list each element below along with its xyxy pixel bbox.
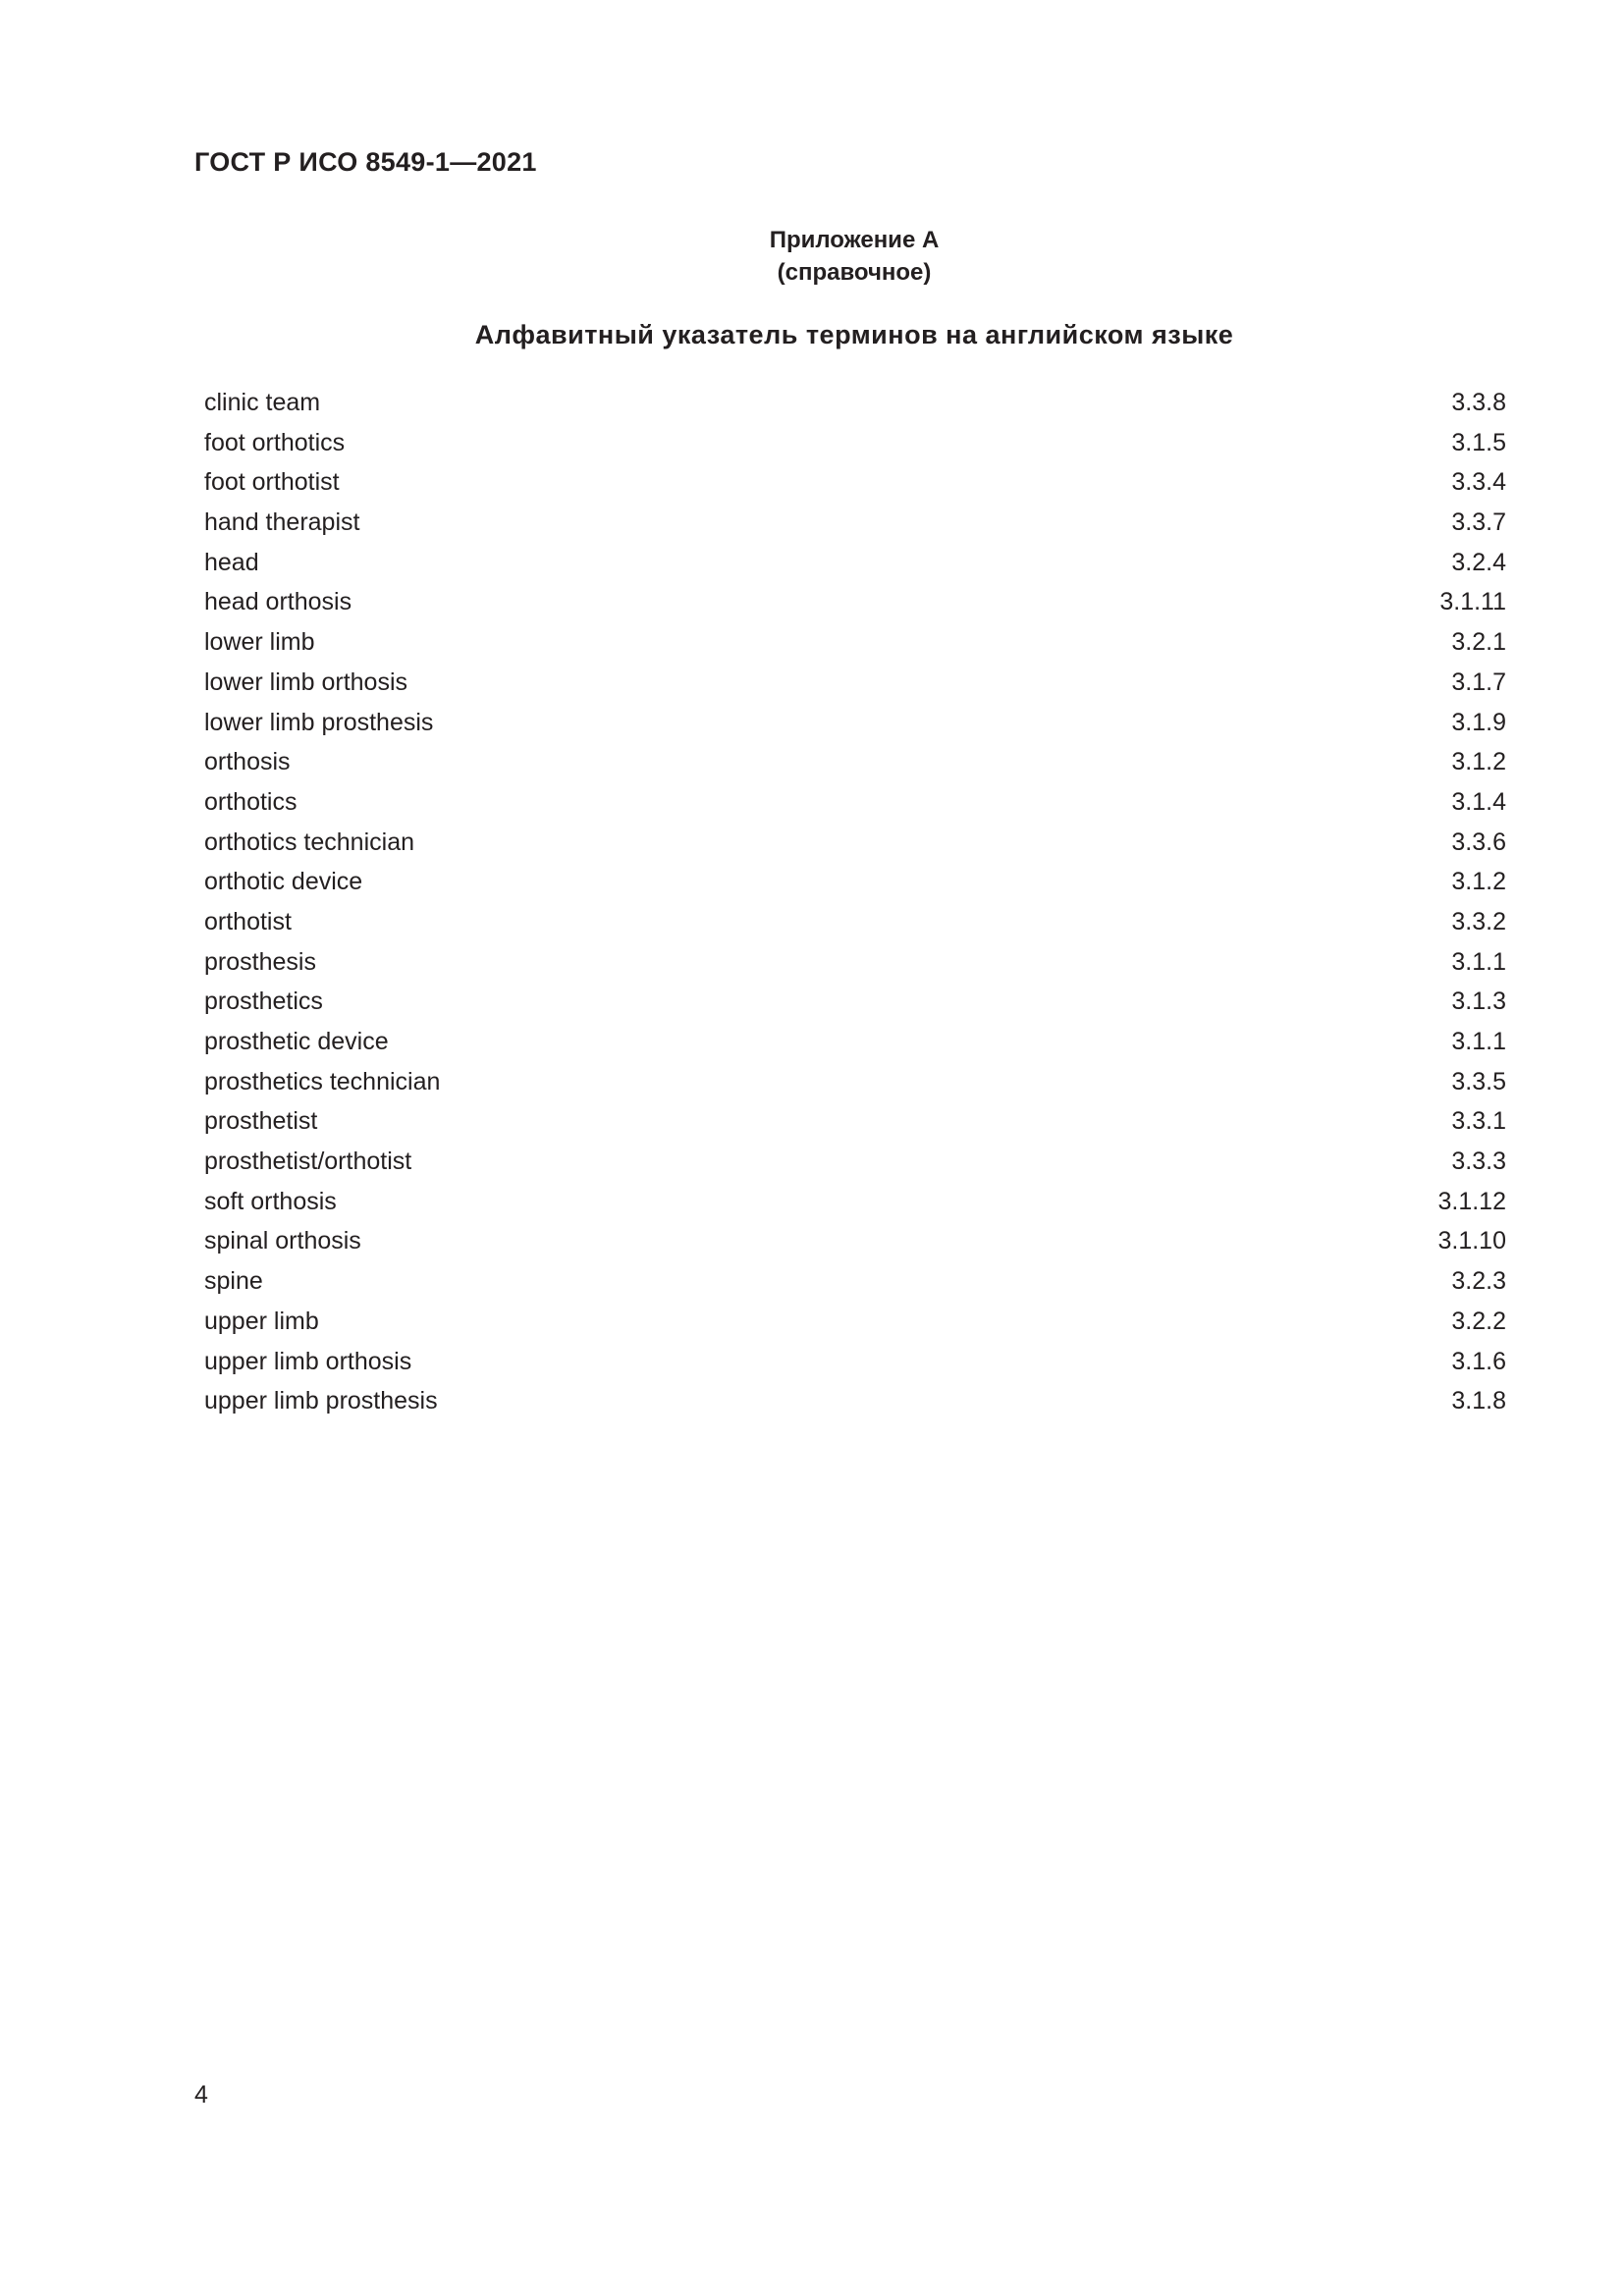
index-entry [204, 1387, 1506, 1427]
index-entry-reference: 3.3.1 [1451, 1107, 1506, 1136]
annex-title: Приложение А [769, 227, 940, 253]
index-entry-term: foot orthotics [204, 428, 346, 456]
index-entry-reference: 3.1.5 [1451, 428, 1506, 456]
index-entry-term: orthotist [204, 907, 292, 935]
index-entry-term: soft orthosis [204, 1187, 337, 1215]
index-entry-term: prosthetist/orthotist [204, 1148, 412, 1176]
page-number: 4 [194, 2081, 208, 2109]
index-entry [204, 549, 1506, 589]
index-entry [204, 988, 1506, 1028]
index-entry-term: head [204, 548, 259, 576]
index-entry [204, 668, 1506, 709]
index-entry-term: head orthosis [204, 588, 352, 616]
index-entry [204, 908, 1506, 948]
index-entry-reference: 3.3.6 [1451, 828, 1506, 856]
index-entry-reference: 3.3.8 [1451, 389, 1506, 416]
index-entry [204, 868, 1506, 908]
index-entry [204, 1188, 1506, 1228]
index-entry-reference: 3.1.11 [1439, 588, 1506, 616]
index-entry-term: upper limb orthosis [204, 1347, 412, 1375]
index-entry [204, 429, 1506, 469]
index-entry [204, 1028, 1506, 1068]
index-entry-reference: 3.1.1 [1451, 1028, 1506, 1055]
index-entry [204, 1348, 1506, 1388]
index-entry-term: prosthetist [204, 1107, 318, 1136]
index-entry-reference: 3.2.1 [1451, 628, 1506, 657]
index-entry-reference: 3.1.3 [1451, 988, 1506, 1016]
index-entry-term: upper limb prosthesis [204, 1387, 438, 1415]
index-entry-reference: 3.2.4 [1451, 548, 1506, 576]
index-entry-term: clinic team [204, 389, 321, 416]
annex-status: (справочное) [777, 259, 932, 286]
index-entry [204, 748, 1506, 788]
index-entry [204, 788, 1506, 828]
index-entry [204, 1308, 1506, 1348]
index-entry-reference: 3.1.9 [1451, 708, 1506, 736]
index-entry-reference: 3.1.6 [1451, 1347, 1506, 1375]
index-entry [204, 1227, 1506, 1267]
index-entry-reference: 3.1.12 [1437, 1187, 1506, 1215]
index-entry-reference: 3.2.3 [1451, 1267, 1506, 1296]
index-entry-term: lower limb orthosis [204, 667, 408, 696]
index-entry-reference: 3.3.4 [1451, 468, 1506, 497]
index-entry-term: orthosis [204, 748, 291, 776]
index-entry-term: spinal orthosis [204, 1227, 361, 1255]
index-entry [204, 1267, 1506, 1308]
index-entry [204, 1148, 1506, 1188]
index-entry-reference: 3.3.3 [1451, 1148, 1506, 1176]
document-code: ГОСТ Р ИСО 8549-1—2021 [194, 147, 537, 177]
index-entry-term: hand therapist [204, 508, 360, 537]
index-entry [204, 389, 1506, 429]
index-entry-reference: 3.1.2 [1451, 868, 1506, 896]
index-heading: Алфавитный указатель терминов на английском языке [474, 320, 1234, 349]
index-entry-term: orthotics technician [204, 828, 415, 856]
index-entry-reference: 3.2.2 [1451, 1307, 1506, 1335]
index-entry-reference: 3.1.1 [1451, 947, 1506, 976]
index-entry [204, 508, 1506, 549]
term-index-list [204, 389, 1506, 1427]
index-entry-term: orthotic device [204, 868, 363, 896]
index-entry [204, 828, 1506, 869]
index-entry-term: prosthetics [204, 988, 323, 1016]
index-entry-reference: 3.3.2 [1451, 907, 1506, 935]
index-entry [204, 588, 1506, 628]
index-entry-term: lower limb prosthesis [204, 708, 434, 736]
index-entry [204, 948, 1506, 988]
index-entry-term: lower limb [204, 628, 315, 657]
index-entry [204, 468, 1506, 508]
index-entry [204, 628, 1506, 668]
index-entry-reference: 3.1.7 [1451, 667, 1506, 696]
index-entry [204, 1068, 1506, 1108]
index-entry-reference: 3.1.4 [1451, 787, 1506, 816]
annex-header [0, 224, 1624, 289]
index-entry-reference: 3.1.8 [1451, 1387, 1506, 1415]
index-entry-term: foot orthotist [204, 468, 340, 497]
index-entry-term: prosthetic device [204, 1028, 389, 1055]
index-entry-term: prosthesis [204, 947, 316, 976]
index-entry-term: spine [204, 1267, 263, 1296]
index-entry-reference: 3.3.7 [1451, 508, 1506, 537]
index-entry [204, 1107, 1506, 1148]
index-entry-term: upper limb [204, 1307, 319, 1335]
index-entry-reference: 3.3.5 [1451, 1067, 1506, 1095]
index-entry-term: orthotics [204, 787, 298, 816]
index-entry [204, 709, 1506, 749]
index-entry-reference: 3.1.10 [1437, 1227, 1506, 1255]
index-entry-reference: 3.1.2 [1451, 748, 1506, 776]
index-entry-term: prosthetics technician [204, 1067, 441, 1095]
